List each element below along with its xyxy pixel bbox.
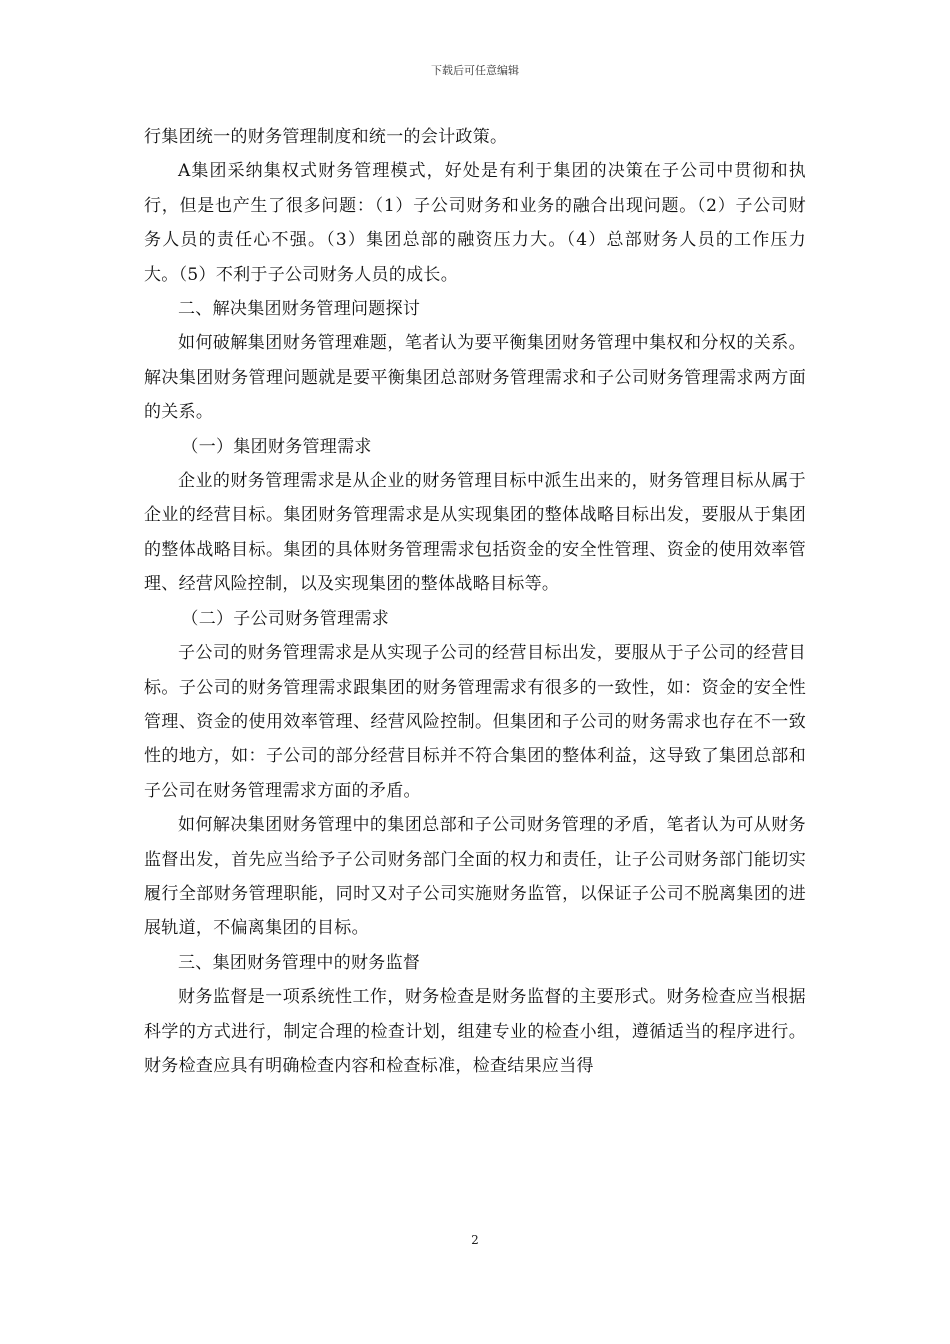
section-heading-3: 三、集团财务管理中的财务监督 — [178, 952, 421, 973]
paragraph-subsidiary-needs: 子公司的财务管理需求是从实现子公司的经营目标出发，要服从于子公司的经营目标。子公司的财务管理需求跟集团的财务管理需求有很多的一致性，如：资金的安全性管理、资金的使用效率管理、经营风险控制。但集团和子公司的财务需求也存在不一致性的地方，如：子公司的部分经营目标并不符合集团的整体利益，这导致了集团总部和子公司在财务管理需求方面的矛盾。 — [144, 643, 806, 801]
paragraph-group-needs: 企业的财务管理需求是从企业的财务管理目标中派生出来的，财务管理目标从属于企业的经营目标。集团财务管理需求是从实现集团的整体战略目标出发，要服从于集团的整体战略目标。集团的具体财务管理需求包括资金的安全性管理、资金的使用效率管理、经营风险控制，以及实现集团的整体战略目标等。 — [144, 471, 806, 595]
subsection-heading-1: （一）集团财务管理需求 — [181, 436, 372, 457]
subsection-heading-2: （二）子公司财务管理需求 — [181, 608, 389, 629]
page-header: 下载后可任意编辑 — [431, 64, 519, 77]
page-number: 2 — [471, 1233, 479, 1247]
paragraph-balance: 如何破解集团财务管理难题，笔者认为要平衡集团财务管理中集权和分权的关系。解决集团财务管理问题就是要平衡集团总部财务管理需求和子公司财务管理需求两方面的关系。 — [144, 333, 806, 423]
document-body — [144, 120, 806, 1083]
paragraph-centralized-model: A集团采纳集权式财务管理模式，好处是有利于集团的决策在子公司中贯彻和执行，但是也产生了很多问题：（1）子公司财务和业务的融合出现问题。（2）子公司财务人员的责任心不强。（3）集团总部的融资压力大。（4）总部财务人员的工作压力大。（5）不利于子公司财务人员的成长。 — [144, 161, 806, 285]
section-heading-2: 二、解决集团财务管理问题探讨 — [178, 299, 421, 320]
paragraph-resolution: 如何解决集团财务管理中的集团总部和子公司财务管理的矛盾，笔者认为可从财务监督出发，首先应当给予子公司财务部门全面的权力和责任，让子公司财务部门能切实履行全部财务管理职能，同时又对子公司实施财务监管，以保证子公司不脱离集团的进展轨道，不偏离集团的目标。 — [144, 815, 806, 939]
paragraph-continuation: 行集团统一的财务管理制度和统一的会计政策。 — [144, 127, 508, 147]
paragraph-supervision: 财务监督是一项系统性工作，财务检查是财务监督的主要形式。财务检查应当根据科学的方式进行，制定合理的检查计划，组建专业的检查小组，遵循适当的程序进行。财务检查应具有明确检查内容和检查标准，检查结果应当得 — [144, 987, 806, 1076]
